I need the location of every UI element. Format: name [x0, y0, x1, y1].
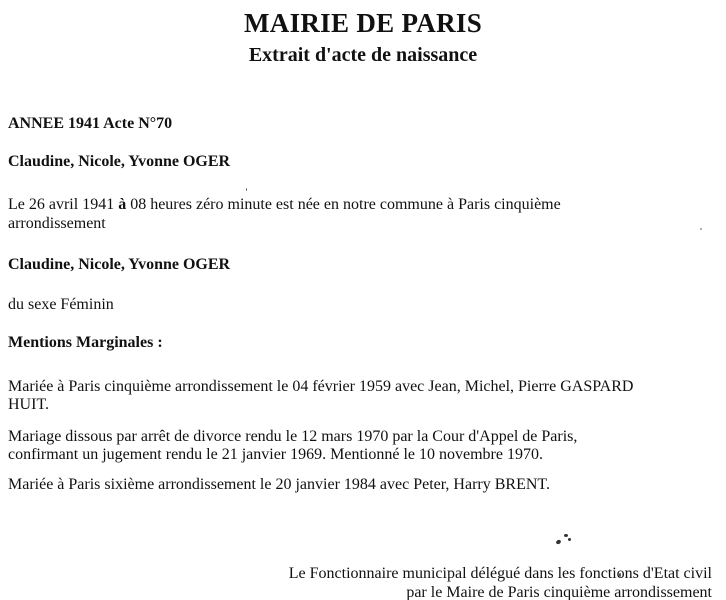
mention-3-line-1: Mariée à Paris sixième arrondissement le 20 janvier 1984 avec Peter, Harry BRENT.	[8, 476, 550, 493]
name-repeat: Claudine, Nicole, Yvonne OGER	[8, 256, 231, 273]
name-heading: Claudine, Nicole, Yvonne OGER	[8, 153, 231, 170]
signature-line-1: Le Fonctionnaire municipal délégué dans les fonctions d'Etat civil	[288, 565, 712, 582]
birth-statement-line-1	[8, 195, 561, 214]
ink-speck	[564, 534, 568, 537]
ink-speck	[555, 539, 561, 545]
acte-number: ANNEE 1941 Acte N°70	[8, 115, 173, 132]
birth-statement-after: 08 heures zéro minute est née en notre commune à Paris cinquième	[126, 196, 561, 213]
document-subtitle: Extrait d'acte de naissance	[248, 44, 478, 66]
document-title: MAIRIE DE PARIS	[243, 8, 483, 38]
mention-2-line-2: confirmant un jugement rendu le 21 janvier 1969. Mentionné le 10 novembre 1970.	[8, 446, 543, 463]
mention-1-line-1: Mariée à Paris cinquième arrondissement le 04 février 1959 avec Jean, Michel, Pierre GASPARD	[8, 378, 634, 395]
signature-line-2: par le Maire de Paris cinquième arrondissement	[406, 584, 712, 600]
ink-speck	[700, 228, 702, 230]
mention-1-line-2: HUIT.	[8, 396, 50, 413]
ink-speck	[568, 538, 571, 541]
birth-statement-bold-word: à	[118, 196, 127, 213]
ink-speck	[246, 188, 247, 191]
birth-statement-line-2: arrondissement	[8, 215, 106, 232]
sex-statement: du sexe Féminin	[8, 296, 114, 313]
mentions-heading: Mentions Marginales :	[8, 334, 163, 351]
birth-statement-before: Le 26 avril 1941	[8, 196, 119, 213]
mention-2-line-1: Mariage dissous par arrêt de divorce rendu le 12 mars 1970 par la Cour d'Appel de Paris,	[8, 428, 578, 445]
